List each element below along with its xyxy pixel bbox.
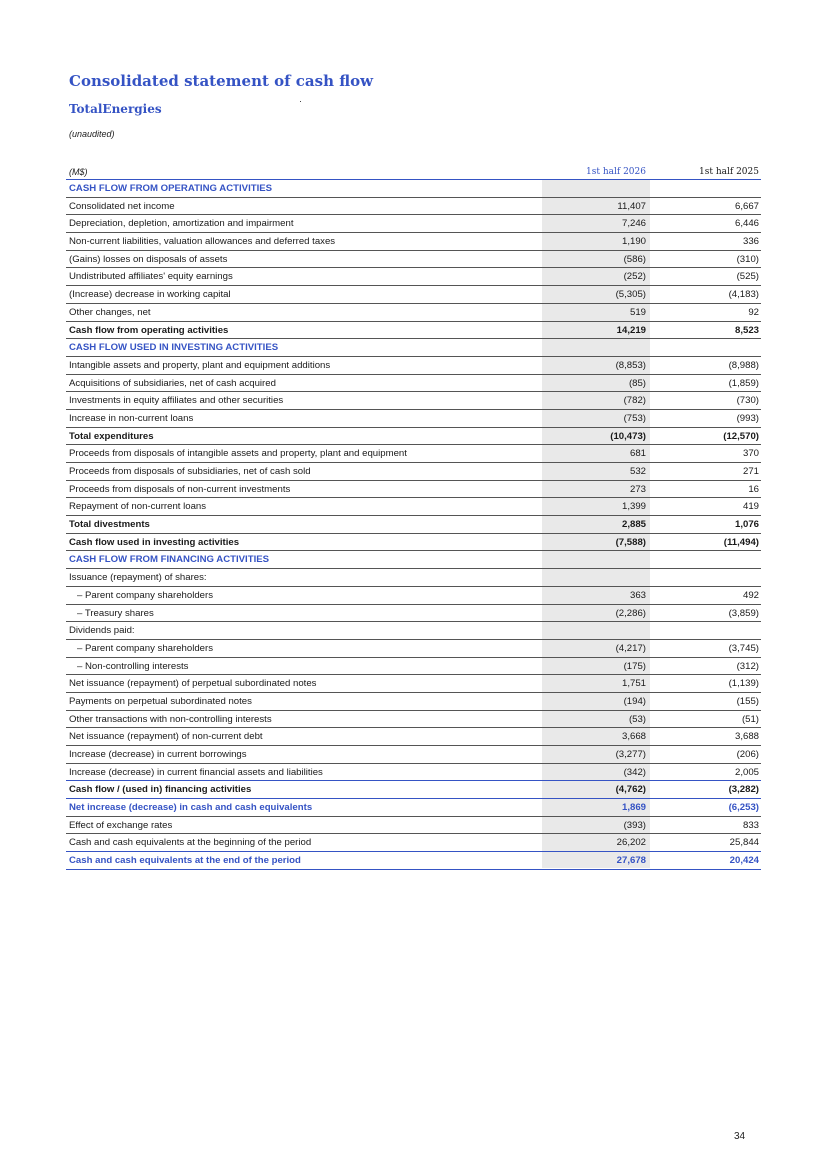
value-prior-period: (310) <box>736 253 759 265</box>
value-current-period: (7,588) <box>615 536 646 548</box>
value-prior-period: (3,282) <box>728 784 759 796</box>
row-label: Cash flow / (used in) financing activities <box>69 784 252 796</box>
row-label: Effect of exchange rates <box>69 819 173 831</box>
row-label: – Treasury shares <box>77 607 154 619</box>
value-prior-period: 8,523 <box>734 324 759 336</box>
value-current-period: (10,473) <box>610 430 646 442</box>
value-prior-period: (312) <box>736 660 759 672</box>
value-current-period: (5,305) <box>615 289 646 301</box>
table-row <box>66 410 761 428</box>
row-label: Cash flow from operating activities <box>69 324 229 336</box>
value-prior-period: (1,859) <box>728 377 759 389</box>
value-current-period: 273 <box>629 483 646 495</box>
row-label: Increase in non-current loans <box>69 412 194 424</box>
value-current-period <box>542 339 650 356</box>
value-prior-period: 6,446 <box>734 218 759 230</box>
row-label: Other changes, net <box>69 306 151 318</box>
value-prior-period <box>650 622 761 639</box>
row-label: Proceeds from disposals of non-current investments <box>69 483 291 495</box>
cash-flow-table <box>66 164 761 870</box>
value-prior-period: 16 <box>748 483 759 495</box>
table-row <box>66 215 761 233</box>
column-header-current: 1st half 2026 <box>586 167 646 177</box>
table-row <box>66 746 761 764</box>
row-label: (Gains) losses on disposals of assets <box>69 253 228 265</box>
value-current-period: (8,853) <box>615 359 646 371</box>
row-label: Net issuance (repayment) of perpetual subordinated notes <box>69 678 317 690</box>
value-prior-period: (155) <box>736 695 759 707</box>
value-current-period: (53) <box>628 713 646 725</box>
row-label: Other transactions with non-controlling interests <box>69 713 272 725</box>
value-current-period: 26,202 <box>616 837 646 849</box>
row-label: Depreciation, depletion, amortization and impairment <box>69 218 294 230</box>
value-current-period: (753) <box>623 412 646 424</box>
table-row <box>66 817 761 835</box>
table-row <box>66 198 761 216</box>
section-header-row <box>66 180 761 198</box>
table-row <box>66 498 761 516</box>
value-current-period: (586) <box>623 253 646 265</box>
table-row <box>66 375 761 393</box>
value-prior-period <box>650 569 761 586</box>
value-current-period: 363 <box>629 589 646 601</box>
value-prior-period: (4,183) <box>728 289 759 301</box>
table-row <box>66 852 761 870</box>
value-prior-period: 419 <box>742 501 759 513</box>
row-label: Net increase (decrease) in cash and cash equivalents <box>69 802 313 814</box>
table-row <box>66 834 761 852</box>
value-current-period: 14,219 <box>616 324 646 336</box>
value-current-period <box>542 622 650 639</box>
row-label: Increase (decrease) in current financial assets and liabilities <box>69 766 323 778</box>
row-label: CASH FLOW FROM OPERATING ACTIVITIES <box>69 183 273 194</box>
table-row <box>66 675 761 693</box>
value-current-period: 2,885 <box>621 519 646 531</box>
table-body <box>66 180 761 870</box>
value-prior-period: 2,005 <box>734 766 759 778</box>
table-row <box>66 799 761 817</box>
value-current-period: 519 <box>629 306 646 318</box>
value-prior-period: (206) <box>736 749 759 760</box>
row-label: Net issuance (repayment) of non-current debt <box>69 731 263 743</box>
section-header-row <box>66 339 761 357</box>
table-row <box>66 728 761 746</box>
value-current-period: (3,277) <box>615 749 646 760</box>
table-row <box>66 286 761 304</box>
section-header-row <box>66 551 761 569</box>
value-current-period: 681 <box>629 448 646 460</box>
row-label: Non-current liabilities, valuation allowances and deferred taxes <box>69 236 336 248</box>
value-current-period: (175) <box>623 660 646 672</box>
value-prior-period: (730) <box>736 395 759 407</box>
value-prior-period: 271 <box>742 466 759 477</box>
value-current-period: 1,751 <box>621 678 646 690</box>
row-label: – Non-controlling interests <box>77 660 189 672</box>
value-prior-period <box>650 180 761 197</box>
value-prior-period: (8,988) <box>728 359 759 371</box>
table-row <box>66 693 761 711</box>
row-label: – Parent company shareholders <box>77 589 213 601</box>
value-prior-period: 6,667 <box>734 200 759 212</box>
value-current-period: (393) <box>623 819 646 831</box>
row-label: Cash and cash equivalents at the beginning of the period <box>69 837 312 849</box>
row-label: Repayment of non-current loans <box>69 501 207 513</box>
table-row <box>66 516 761 534</box>
value-current-period: (252) <box>623 271 646 283</box>
value-current-period: 1,869 <box>621 802 646 814</box>
value-current-period: (4,217) <box>615 642 646 654</box>
unaudited-note: (unaudited) <box>69 129 115 139</box>
row-label: Investments in equity affiliates and other securities <box>69 395 284 407</box>
table-row <box>66 711 761 729</box>
value-prior-period: 370 <box>742 448 759 460</box>
value-prior-period: 3,688 <box>734 731 759 743</box>
value-prior-period: 833 <box>742 819 759 831</box>
table-row <box>66 428 761 446</box>
table-row <box>66 268 761 286</box>
value-prior-period <box>650 551 761 568</box>
value-current-period <box>542 180 650 197</box>
value-current-period: (194) <box>623 695 646 707</box>
row-label: CASH FLOW USED IN INVESTING ACTIVITIES <box>69 342 279 354</box>
row-label: (Increase) decrease in working capital <box>69 289 231 301</box>
value-prior-period: (11,494) <box>723 536 759 548</box>
row-label: – Parent company shareholders <box>77 642 213 654</box>
row-label: Cash flow used in investing activities <box>69 536 240 548</box>
row-label: Acquisitions of subsidiaries, net of cash acquired <box>69 377 276 389</box>
value-current-period: 27,678 <box>616 855 646 867</box>
value-current-period: 1,399 <box>621 501 646 513</box>
company-name: TotalEnergies <box>69 102 162 116</box>
table-row <box>66 781 761 799</box>
value-prior-period: (3,745) <box>728 642 759 654</box>
table-row <box>66 445 761 463</box>
value-prior-period: 492 <box>742 589 759 601</box>
row-label: Payments on perpetual subordinated notes <box>69 695 252 707</box>
row-label: Proceeds from disposals of intangible assets and property, plant and equipment <box>69 448 407 460</box>
table-row <box>66 658 761 676</box>
row-label: Undistributed affiliates' equity earnings <box>69 271 233 283</box>
page-number: 34 <box>734 1131 746 1142</box>
value-current-period: (4,762) <box>615 784 646 796</box>
value-prior-period: 25,844 <box>729 837 759 849</box>
value-current-period: (2,286) <box>615 607 646 619</box>
value-current-period <box>542 569 650 586</box>
table-row <box>66 640 761 658</box>
row-label: Issuance (repayment) of shares: <box>69 572 207 584</box>
table-header <box>66 164 761 180</box>
value-current-period: (85) <box>628 377 646 389</box>
table-row <box>66 322 761 340</box>
value-prior-period: (51) <box>741 713 759 725</box>
value-prior-period: (3,859) <box>728 607 759 619</box>
value-prior-period: (1,139) <box>728 678 759 690</box>
table-row <box>66 764 761 782</box>
value-prior-period: (12,570) <box>723 430 759 442</box>
row-label: Dividends paid: <box>69 625 135 637</box>
value-current-period: (782) <box>623 395 646 407</box>
row-label: Increase (decrease) in current borrowings <box>69 749 247 760</box>
row-label: CASH FLOW FROM FINANCING ACTIVITIES <box>69 554 270 566</box>
row-label: Cash and cash equivalents at the end of the period <box>69 855 301 867</box>
table-row <box>66 569 761 587</box>
value-current-period: 7,246 <box>621 218 646 230</box>
row-label: Intangible assets and property, plant and equipment additions <box>69 359 331 371</box>
table-row <box>66 251 761 269</box>
table-row <box>66 463 761 481</box>
table-row <box>66 534 761 552</box>
value-prior-period: 1,076 <box>734 519 759 531</box>
value-current-period: 11,407 <box>617 200 646 212</box>
row-label: Total divestments <box>69 519 150 531</box>
value-prior-period: (6,253) <box>728 802 759 814</box>
stray-mark <box>300 101 301 102</box>
value-prior-period: (525) <box>736 271 759 283</box>
unit-label: (M$) <box>69 167 88 177</box>
value-current-period: 1,190 <box>621 236 646 248</box>
value-prior-period: 92 <box>748 306 759 318</box>
page-title: Consolidated statement of cash flow <box>69 72 374 90</box>
value-current-period <box>542 551 650 568</box>
table-row <box>66 605 761 623</box>
table-row <box>66 587 761 605</box>
value-prior-period: (993) <box>736 412 759 424</box>
column-header-prior: 1st half 2025 <box>699 167 759 177</box>
table-row <box>66 304 761 322</box>
value-current-period: (342) <box>623 766 646 778</box>
table-row <box>66 481 761 499</box>
table-row <box>66 622 761 640</box>
row-label: Consolidated net income <box>69 200 175 212</box>
row-label: Total expenditures <box>69 430 154 442</box>
value-prior-period: 20,424 <box>729 855 759 867</box>
value-prior-period: 336 <box>742 236 759 248</box>
value-current-period: 3,668 <box>621 731 646 743</box>
row-label: Proceeds from disposals of subsidiaries, net of cash sold <box>69 466 311 477</box>
table-row <box>66 392 761 410</box>
table-row <box>66 233 761 251</box>
value-prior-period <box>650 339 761 356</box>
value-current-period: 532 <box>629 466 646 477</box>
table-row <box>66 357 761 375</box>
